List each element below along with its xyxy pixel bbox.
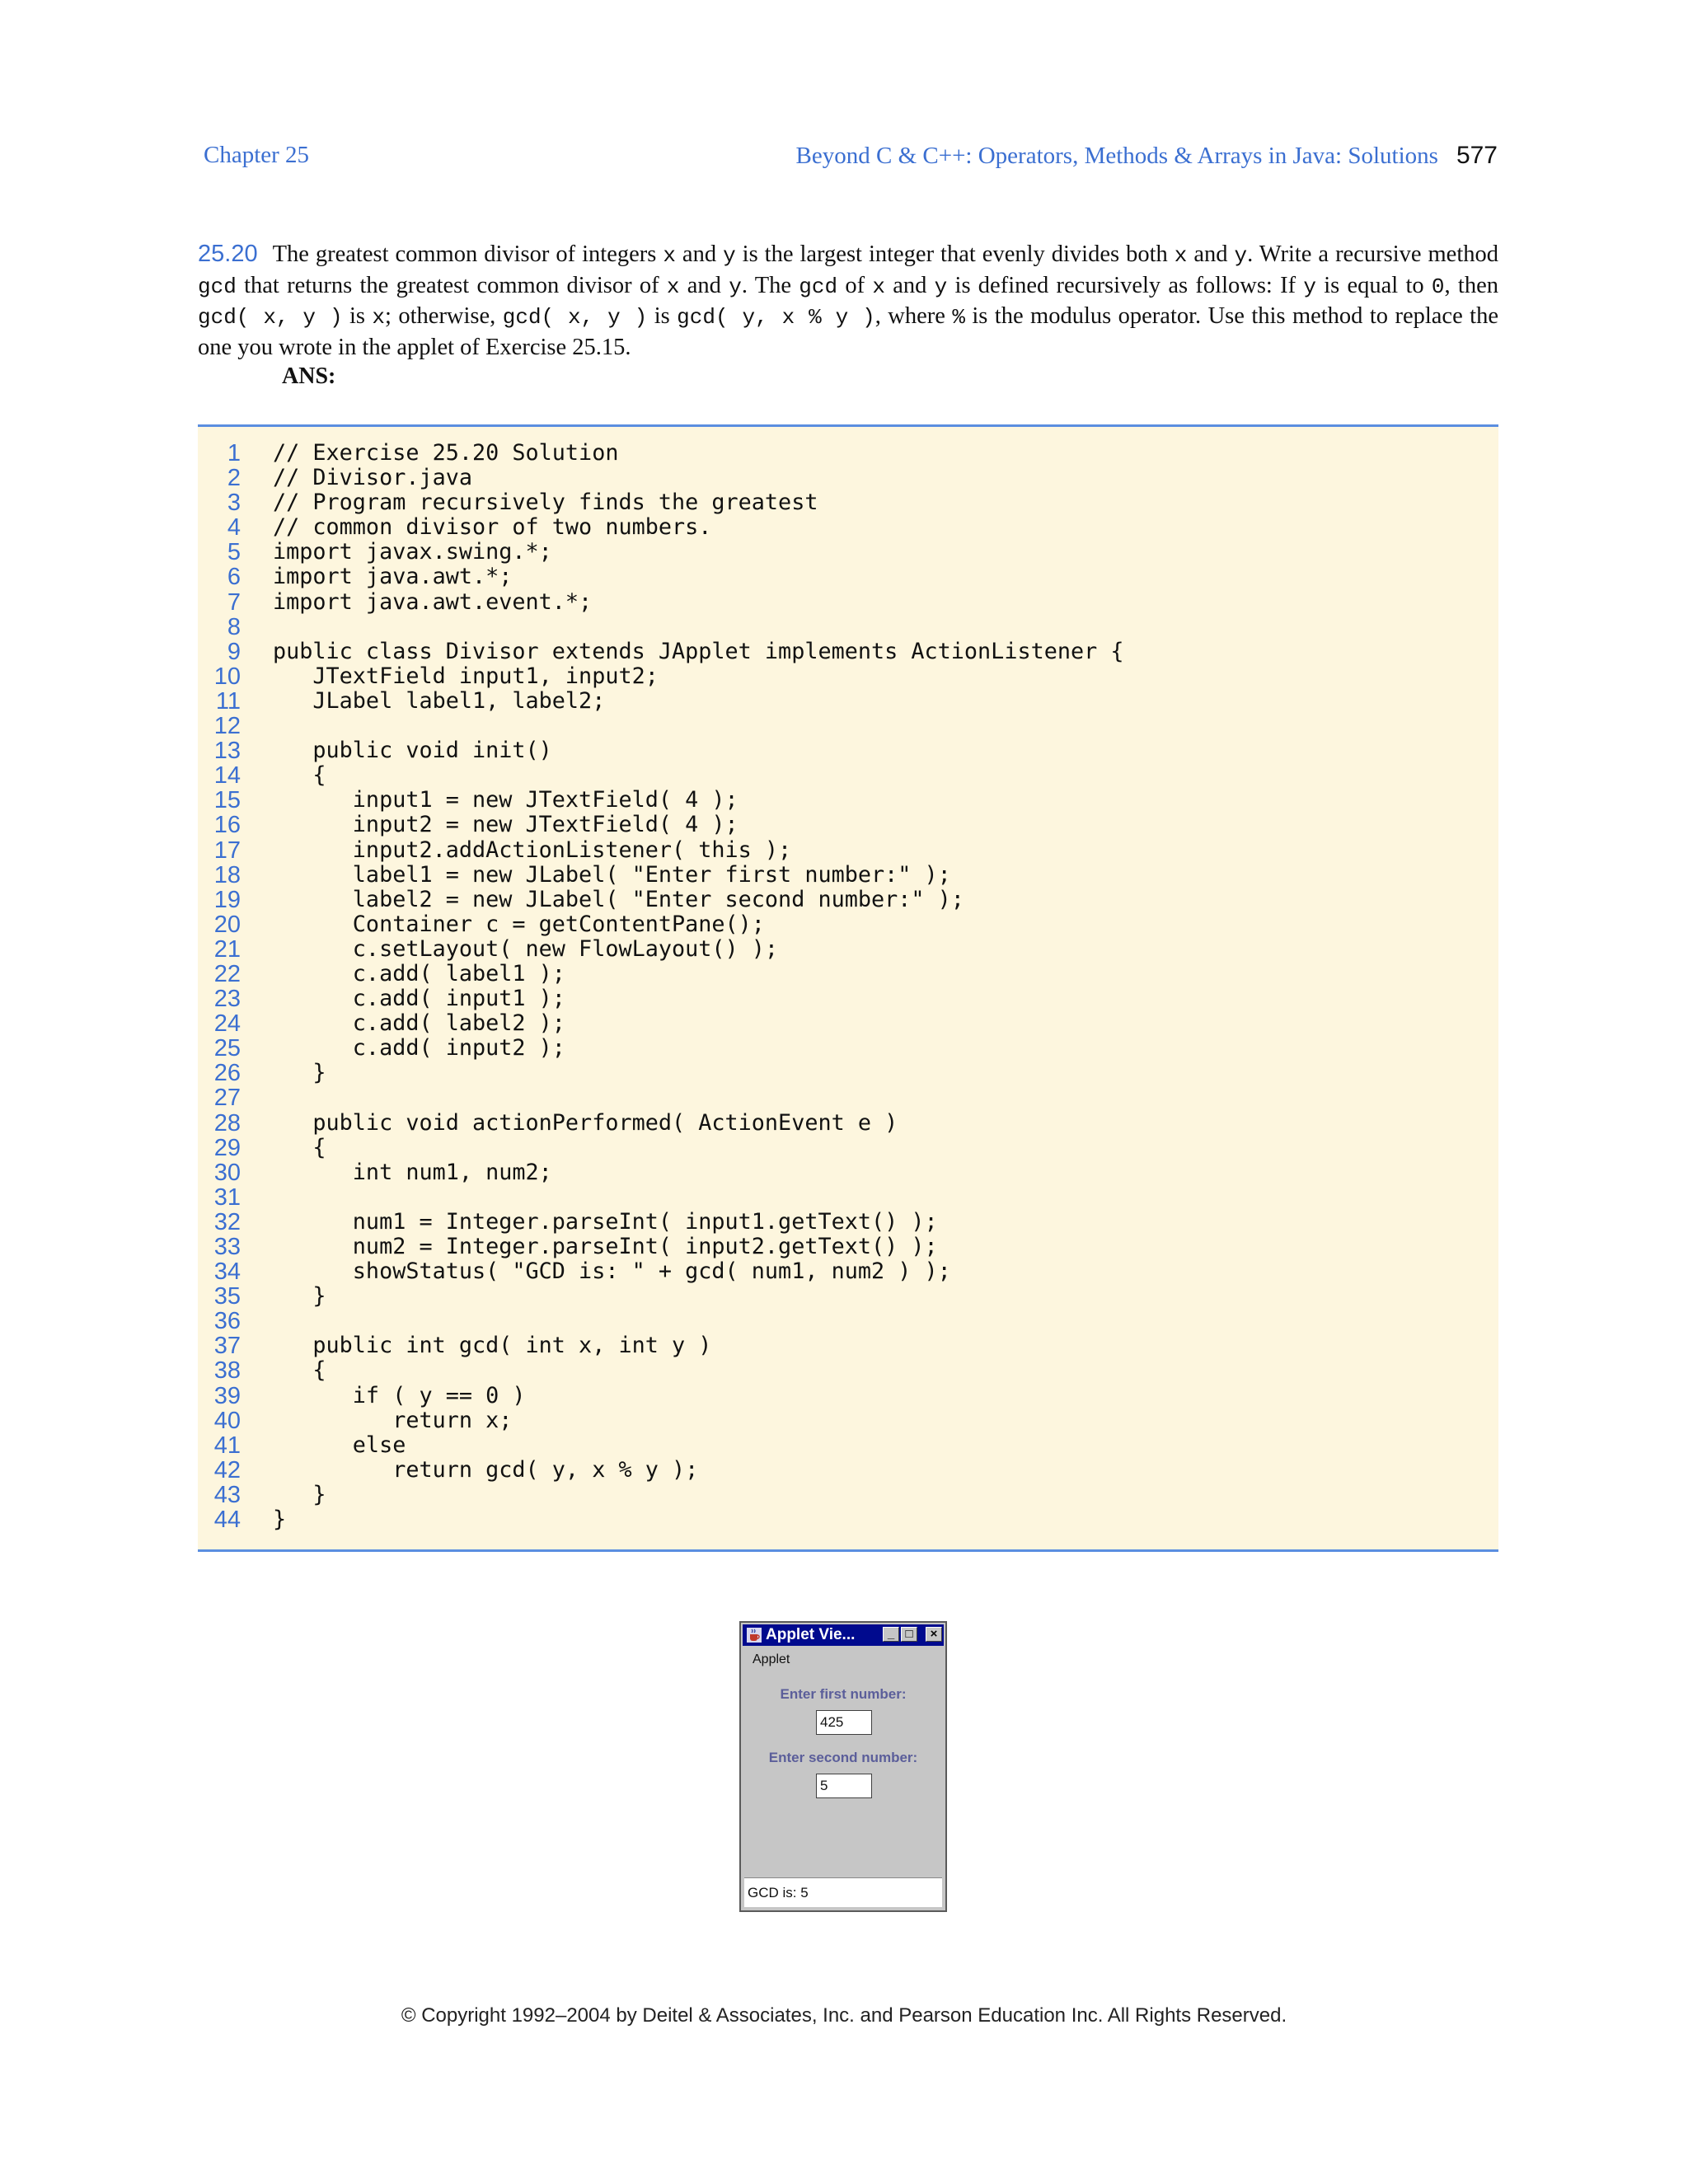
code-text: // Program recursively finds the greatest bbox=[273, 490, 818, 516]
code-line bbox=[198, 1235, 1498, 1259]
line-number: 43 bbox=[213, 1481, 241, 1508]
code-text: // Exercise 25.20 Solution bbox=[273, 440, 619, 466]
code-lines bbox=[198, 441, 1498, 1532]
code-line bbox=[198, 788, 1498, 813]
maximize-icon[interactable]: □ bbox=[901, 1627, 917, 1642]
code-line bbox=[198, 738, 1498, 763]
line-number: 8 bbox=[227, 613, 241, 640]
code-text: int num1, num2; bbox=[273, 1159, 552, 1185]
code-text: // Divisor.java bbox=[273, 465, 472, 491]
inline-code: y bbox=[1234, 243, 1248, 268]
code-line bbox=[198, 714, 1498, 738]
line-number: 21 bbox=[213, 935, 241, 963]
line-number: 27 bbox=[213, 1085, 241, 1112]
line-number: 22 bbox=[213, 960, 241, 987]
code-line bbox=[198, 838, 1498, 863]
problem-text-run: ; otherwise, bbox=[385, 303, 503, 329]
applet-menu[interactable]: Applet bbox=[753, 1652, 790, 1666]
window-title: Applet Vie... bbox=[766, 1626, 856, 1643]
inline-code: y bbox=[729, 274, 742, 299]
code-line bbox=[198, 664, 1498, 689]
problem-text-run: that returns the greatest common divisor of bbox=[236, 272, 667, 298]
java-cup-icon bbox=[746, 1627, 762, 1643]
problem-statement bbox=[198, 239, 1498, 363]
code-line bbox=[198, 937, 1498, 962]
inline-code: y bbox=[723, 243, 736, 268]
problem-text-run: The greatest common divisor of integers bbox=[272, 241, 663, 267]
code-text: input2.addActionListener( this ); bbox=[273, 837, 792, 863]
code-text: label2 = new JLabel( "Enter second number:" ); bbox=[273, 886, 964, 912]
code-text: import javax.swing.*; bbox=[273, 539, 552, 565]
code-line bbox=[198, 962, 1498, 987]
inline-code: x bbox=[666, 274, 680, 299]
code-line bbox=[198, 863, 1498, 888]
code-text: } bbox=[273, 1507, 287, 1533]
code-text: num1 = Integer.parseInt( input1.getText() ); bbox=[273, 1208, 938, 1235]
code-line bbox=[198, 1085, 1498, 1110]
line-number: 32 bbox=[213, 1208, 241, 1235]
inline-code: gcd bbox=[198, 274, 237, 299]
code-text: import java.awt.*; bbox=[273, 564, 513, 590]
code-text: input1 = new JTextField( 4 ); bbox=[273, 787, 738, 813]
answer-label: ANS: bbox=[282, 363, 336, 389]
line-number: 26 bbox=[213, 1060, 241, 1087]
status-bar: GCD is: 5 bbox=[744, 1877, 942, 1907]
problem-text-run: and bbox=[1187, 241, 1235, 267]
line-number: 35 bbox=[213, 1283, 241, 1310]
line-number: 5 bbox=[227, 539, 241, 566]
line-number: 13 bbox=[213, 738, 241, 765]
line-number: 29 bbox=[213, 1134, 241, 1161]
line-number: 41 bbox=[213, 1432, 241, 1459]
line-number: 10 bbox=[213, 663, 241, 690]
close-icon[interactable]: × bbox=[926, 1627, 942, 1642]
inline-code: % bbox=[952, 305, 965, 330]
applet-viewer-window bbox=[739, 1621, 947, 1912]
code-text: c.add( label1 ); bbox=[273, 960, 565, 987]
code-line bbox=[198, 813, 1498, 837]
running-title: Beyond C & C++: Operators, Methods & Arrays in Java: Solutions bbox=[795, 143, 1438, 169]
line-number: 19 bbox=[213, 886, 241, 913]
chapter-label: Chapter 25 bbox=[204, 142, 310, 168]
line-number: 18 bbox=[213, 861, 241, 888]
code-text: showStatus( "GCD is: " + gcd( num1, num2 ) ); bbox=[273, 1258, 951, 1285]
code-line bbox=[198, 1333, 1498, 1358]
line-number: 23 bbox=[213, 986, 241, 1013]
code-text: else bbox=[273, 1432, 406, 1458]
line-number: 44 bbox=[213, 1507, 241, 1534]
line-number: 42 bbox=[213, 1456, 241, 1483]
code-text: // common divisor of two numbers. bbox=[273, 514, 712, 541]
problem-number: 25.20 bbox=[198, 241, 258, 267]
code-line bbox=[198, 1358, 1498, 1383]
code-text: public class Divisor extends JApplet implements ActionListener { bbox=[273, 638, 1124, 664]
problem-text-run: and bbox=[679, 272, 729, 298]
problem-text-run: , then bbox=[1444, 272, 1498, 298]
code-text: c.add( label2 ); bbox=[273, 1010, 565, 1037]
code-line bbox=[198, 1185, 1498, 1210]
title-bar[interactable] bbox=[743, 1624, 944, 1646]
code-line bbox=[198, 615, 1498, 640]
code-text: { bbox=[273, 1357, 326, 1384]
code-line bbox=[198, 1011, 1498, 1036]
inline-code: y bbox=[934, 274, 948, 299]
line-number: 15 bbox=[213, 787, 241, 814]
inline-code: x bbox=[872, 274, 885, 299]
code-line bbox=[198, 888, 1498, 912]
problem-text-run: and bbox=[675, 241, 724, 267]
code-line bbox=[198, 1061, 1498, 1085]
page-number: 577 bbox=[1456, 142, 1498, 169]
line-number: 28 bbox=[213, 1109, 241, 1137]
copyright-footer: © Copyright 1992–2004 by Deitel & Associates, Inc. and Pearson Education Inc. All Rights Reserved. bbox=[401, 2004, 1287, 2027]
code-line bbox=[198, 565, 1498, 589]
line-number: 6 bbox=[227, 564, 241, 591]
code-listing bbox=[198, 424, 1498, 1552]
code-text: public int gcd( int x, int y ) bbox=[273, 1333, 712, 1359]
problem-text-run: of bbox=[837, 272, 873, 298]
problem-text-run: is bbox=[647, 303, 678, 329]
line-number: 12 bbox=[213, 713, 241, 740]
code-text: JTextField input1, input2; bbox=[273, 663, 659, 689]
inline-code: y bbox=[1303, 274, 1316, 299]
inline-code: x bbox=[372, 305, 386, 330]
code-text: } bbox=[273, 1283, 326, 1310]
code-line bbox=[198, 912, 1498, 937]
code-text: c.setLayout( new FlowLayout() ); bbox=[273, 935, 779, 962]
problem-text-run: . The bbox=[741, 272, 799, 298]
code-line bbox=[198, 590, 1498, 615]
inline-code: gcd( x, y ) bbox=[502, 305, 648, 330]
line-number: 7 bbox=[227, 588, 241, 616]
code-line bbox=[198, 490, 1498, 515]
code-line bbox=[198, 640, 1498, 664]
code-line bbox=[198, 1259, 1498, 1284]
code-text: num2 = Integer.parseInt( input2.getText() ); bbox=[273, 1234, 938, 1259]
line-number: 36 bbox=[213, 1308, 241, 1335]
line-number: 33 bbox=[213, 1234, 241, 1260]
code-text: input2 = new JTextField( 4 ); bbox=[273, 812, 738, 838]
code-line bbox=[198, 987, 1498, 1011]
code-line bbox=[198, 1284, 1498, 1309]
code-text: { bbox=[273, 762, 326, 789]
first-number-input[interactable]: 425 bbox=[816, 1710, 872, 1735]
code-line bbox=[198, 1384, 1498, 1408]
problem-text-run: is the modulus operator. Use this method to replace the one you wrote in the applet of Exercise 25.15. bbox=[198, 303, 1498, 360]
code-text: return x; bbox=[273, 1407, 513, 1433]
line-number: 40 bbox=[213, 1407, 241, 1434]
line-number: 17 bbox=[213, 837, 241, 864]
inline-code: gcd bbox=[799, 274, 838, 299]
problem-text-run: , where bbox=[874, 303, 953, 329]
inline-code: gcd( y, x % y ) bbox=[677, 305, 875, 330]
code-line bbox=[198, 1433, 1498, 1458]
problem-text-run: and bbox=[884, 272, 935, 298]
line-number: 14 bbox=[213, 762, 241, 790]
line-number: 39 bbox=[213, 1382, 241, 1409]
inline-code: gcd( x, y ) bbox=[198, 305, 343, 330]
code-line bbox=[198, 689, 1498, 714]
inline-code: x bbox=[1174, 243, 1188, 268]
second-number-label: Enter second number: bbox=[768, 1750, 918, 1765]
line-number: 16 bbox=[213, 812, 241, 839]
code-line bbox=[198, 466, 1498, 490]
line-number: 34 bbox=[213, 1258, 241, 1286]
line-number: 25 bbox=[213, 1035, 241, 1062]
code-line bbox=[198, 1136, 1498, 1160]
code-text: c.add( input1 ); bbox=[273, 986, 565, 1012]
code-line bbox=[198, 515, 1498, 540]
code-text: label1 = new JLabel( "Enter first number:" ); bbox=[273, 861, 951, 888]
running-head bbox=[204, 142, 1498, 175]
code-line bbox=[198, 540, 1498, 565]
line-number: 31 bbox=[213, 1183, 241, 1211]
line-number: 38 bbox=[213, 1357, 241, 1385]
code-line bbox=[198, 1309, 1498, 1333]
code-text: import java.awt.event.*; bbox=[273, 588, 593, 615]
inline-code: x bbox=[663, 243, 676, 268]
line-number: 30 bbox=[213, 1159, 241, 1186]
code-line bbox=[198, 1408, 1498, 1433]
line-number: 11 bbox=[215, 687, 241, 715]
first-number-label: Enter first number: bbox=[780, 1686, 907, 1702]
code-text: public void init() bbox=[273, 738, 552, 764]
line-number: 20 bbox=[213, 911, 241, 938]
running-title-group bbox=[796, 142, 1498, 170]
line-number: 4 bbox=[227, 514, 241, 541]
code-text: Container c = getContentPane(); bbox=[273, 911, 765, 937]
problem-text-run: is the largest integer that evenly divides both bbox=[735, 241, 1175, 267]
code-text: public void actionPerformed( ActionEvent e ) bbox=[273, 1109, 898, 1136]
problem-text-run: is equal to bbox=[1315, 272, 1432, 298]
code-text: return gcd( y, x % y ); bbox=[273, 1456, 699, 1483]
problem-text bbox=[198, 241, 1498, 360]
line-number: 3 bbox=[227, 490, 241, 517]
line-number: 9 bbox=[227, 638, 241, 665]
code-text: } bbox=[273, 1060, 326, 1086]
line-number: 1 bbox=[227, 440, 241, 466]
problem-text-run: . Write a recursive method bbox=[1247, 241, 1498, 267]
code-line bbox=[198, 763, 1498, 788]
code-text: c.add( input2 ); bbox=[273, 1035, 565, 1062]
second-number-input[interactable]: 5 bbox=[816, 1774, 872, 1798]
line-number: 24 bbox=[213, 1010, 241, 1038]
code-line bbox=[198, 1111, 1498, 1136]
code-text: if ( y == 0 ) bbox=[273, 1382, 526, 1408]
line-number: 37 bbox=[213, 1333, 241, 1360]
code-line bbox=[198, 441, 1498, 466]
code-line bbox=[198, 1483, 1498, 1507]
line-number: 2 bbox=[227, 465, 241, 492]
inline-code: 0 bbox=[1431, 274, 1445, 299]
code-line bbox=[198, 1160, 1498, 1185]
code-line bbox=[198, 1210, 1498, 1235]
code-text: { bbox=[273, 1134, 326, 1160]
code-text: } bbox=[273, 1481, 326, 1507]
problem-text-run: is defined recursively as follows: If bbox=[947, 272, 1304, 298]
problem-text-run: is bbox=[342, 303, 373, 329]
code-line bbox=[198, 1507, 1498, 1532]
code-text: JLabel label1, label2; bbox=[273, 687, 606, 714]
code-line bbox=[198, 1458, 1498, 1483]
code-line bbox=[198, 1036, 1498, 1061]
minimize-icon[interactable]: _ bbox=[883, 1627, 899, 1642]
